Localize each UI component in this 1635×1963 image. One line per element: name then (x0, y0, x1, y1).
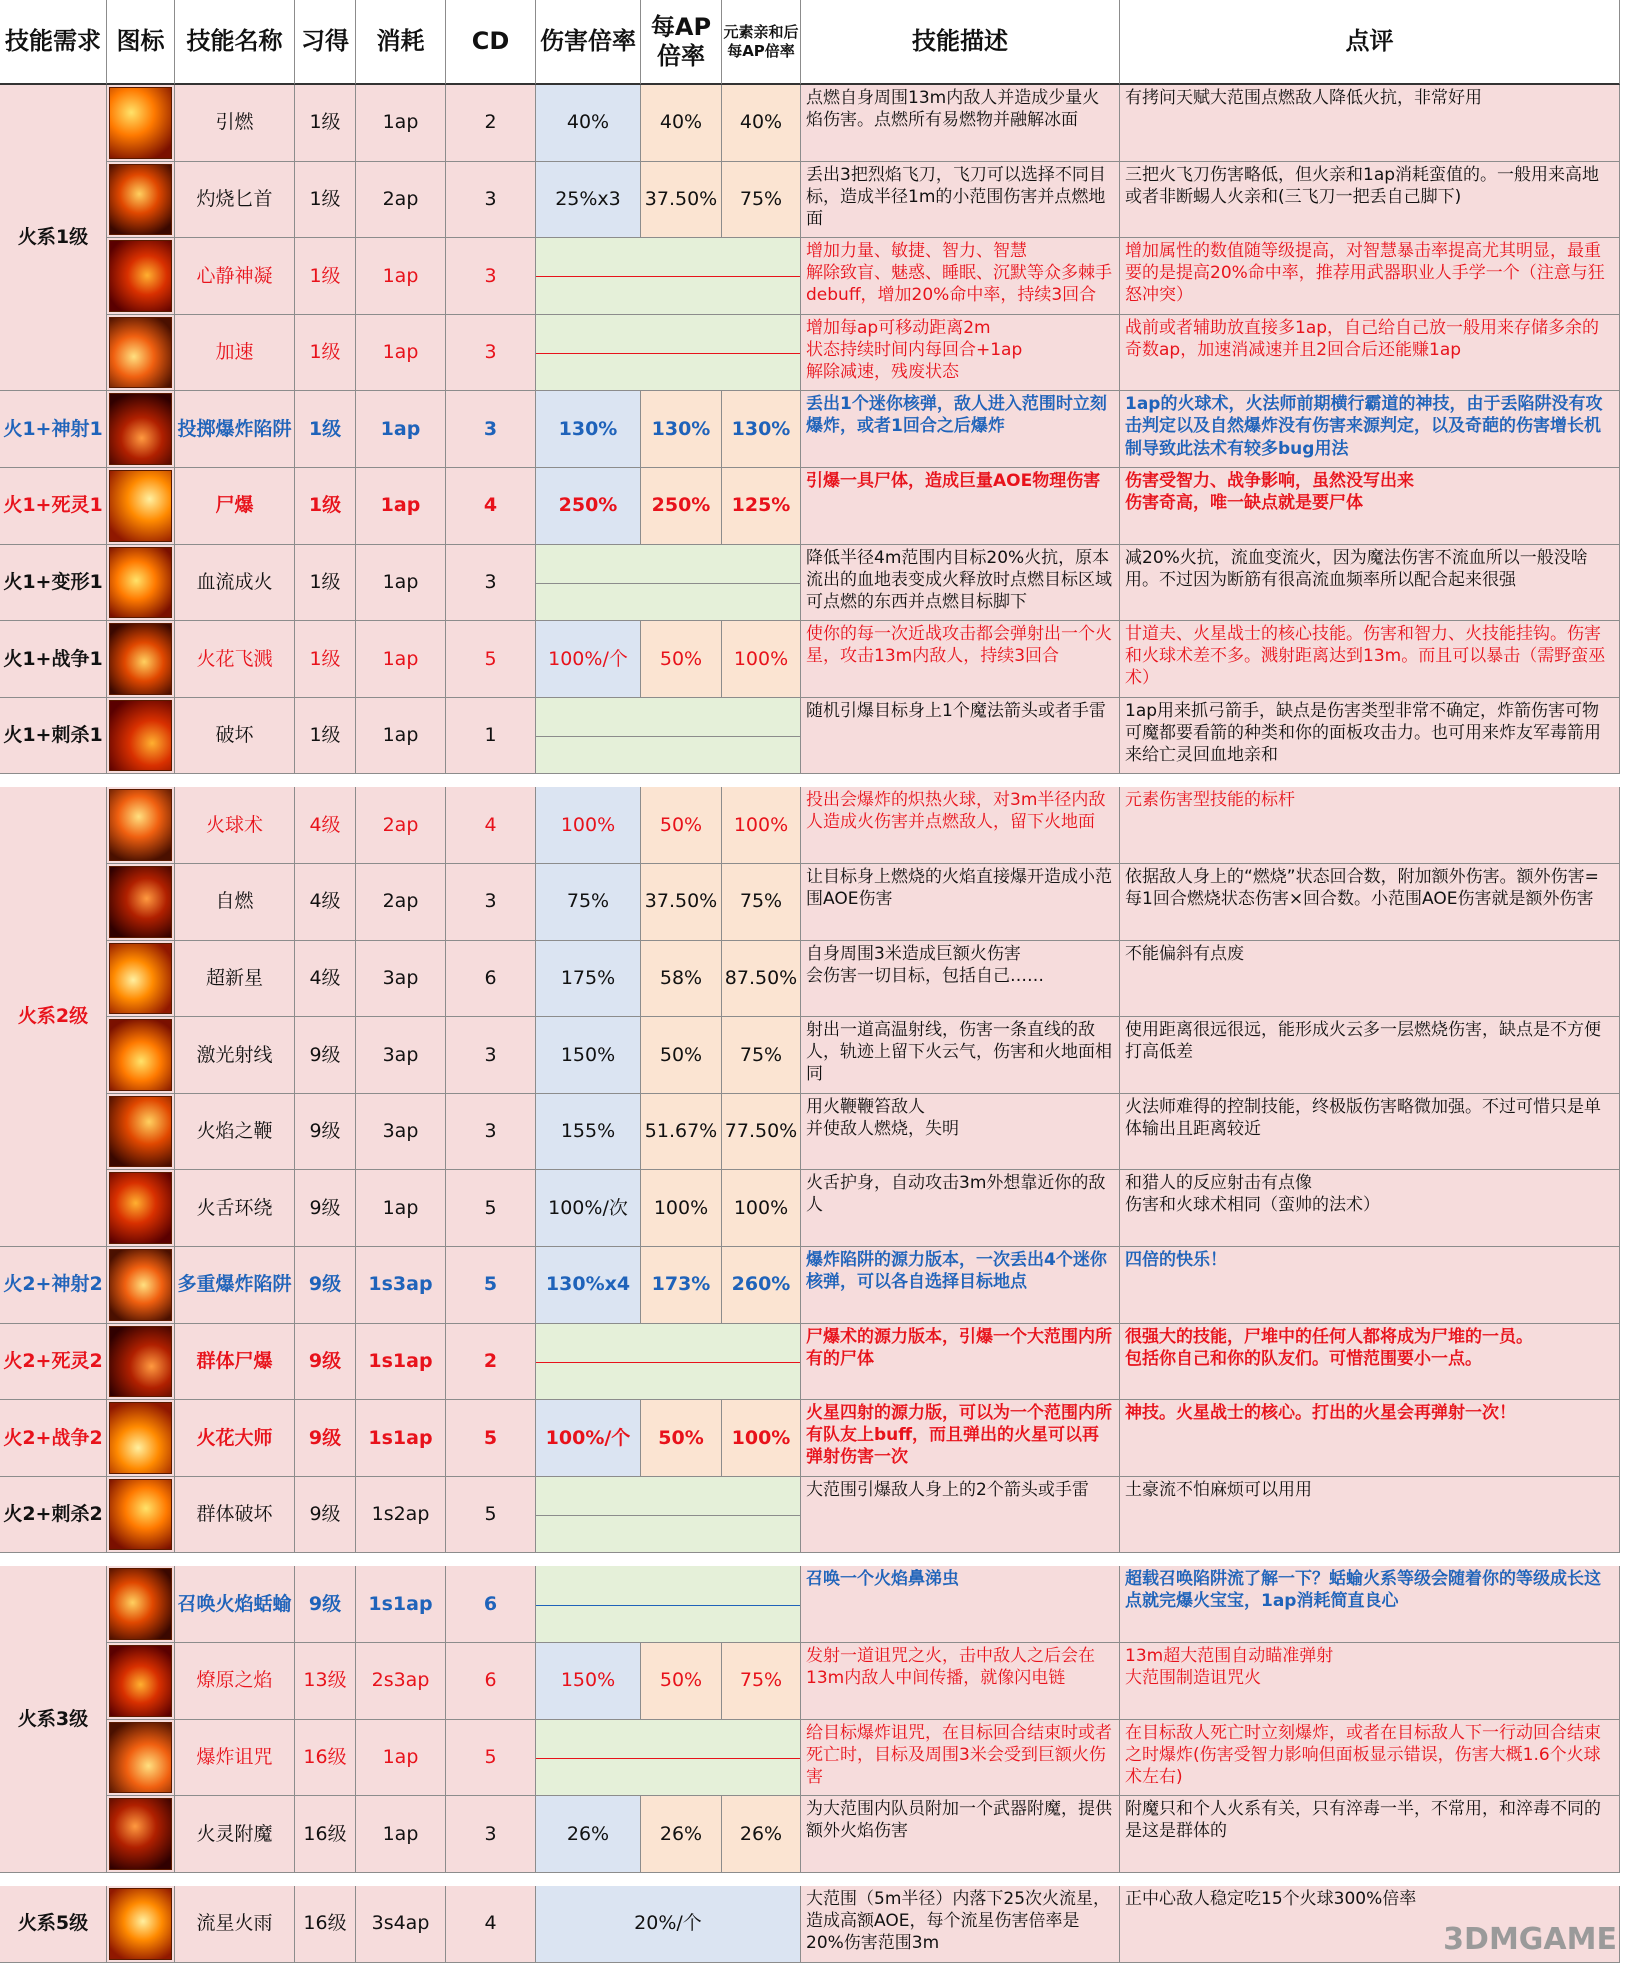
fire-brand-icon-art (109, 1798, 172, 1870)
skill-learn-level: 9级 (295, 1324, 356, 1401)
skill-elemental-ap-multiplier: 100% (722, 1400, 801, 1477)
skill-learn-level: 1级 (295, 238, 356, 315)
skill-elemental-ap-multiplier: 75% (722, 864, 801, 941)
skill-ap-multiplier: 58% (641, 941, 722, 1018)
skill-learn-level: 4级 (295, 864, 356, 941)
laser-ray-icon (107, 1017, 175, 1094)
skill-name: 爆炸诅咒 (175, 1720, 295, 1797)
skill-name: 自燃 (175, 864, 295, 941)
fire-ember-icon-art (109, 87, 172, 159)
skill-learn-level: 9级 (295, 1094, 356, 1171)
skill-cd: 5 (446, 1720, 536, 1797)
skill-review: 很强大的技能，尸堆中的任何人都将成为尸堆的一员。 包括你自己和你的队友们。可惜范围要小一点。 (1120, 1324, 1620, 1401)
divider-line (536, 1362, 800, 1363)
skill-damage-multiplier: 40% (536, 85, 641, 162)
spark-icon (107, 621, 175, 698)
skill-requirement: 火系5级 (0, 1886, 107, 1963)
skill-cost: 3ap (356, 1094, 446, 1171)
skill-ap-multiplier: 130% (641, 391, 722, 468)
skill-cd: 3 (446, 391, 536, 468)
skill-learn-level: 4级 (295, 941, 356, 1018)
skill-ap-multiplier: 50% (641, 787, 722, 864)
skill-review: 不能偏斜有点废 (1120, 941, 1620, 1018)
skill-requirement: 火1+神射1 (0, 391, 107, 468)
skill-description: 丢出3把烈焰飞刀，飞刀可以选择不同目标，造成半径1m的小范围伤害并点燃地面 (801, 162, 1120, 239)
skill-name: 引燃 (175, 85, 295, 162)
skill-requirement: 火1+死灵1 (0, 468, 107, 545)
skill-elemental-ap-multiplier: 75% (722, 1643, 801, 1720)
skill-review: 附魔只和个人火系有关，只有淬毒一半，不常用，和淬毒不同的是这是群体的 (1120, 1796, 1620, 1873)
skill-cd: 5 (446, 1477, 536, 1554)
skill-requirement: 火1+变形1 (0, 545, 107, 622)
skill-name: 尸爆 (175, 468, 295, 545)
burning-daggers-icon-art (109, 164, 172, 236)
multi-trap-icon (107, 1247, 175, 1324)
skill-review: 使用距离很远很远，能形成火云多一层燃烧伤害，缺点是不方便打高低差 (1120, 1017, 1620, 1094)
skill-cd: 3 (446, 1017, 536, 1094)
skill-review: 火法师难得的控制技能，终极版伤害略微加强。不过可惜只是单体输出且距离较近 (1120, 1094, 1620, 1171)
skill-description: 召唤一个火焰鼻涕虫 (801, 1566, 1120, 1643)
skill-cd: 6 (446, 1566, 536, 1643)
skill-elemental-ap-multiplier: 75% (722, 162, 801, 239)
skill-review: 增加属性的数值随等级提高，对智慧暴击率提高尤其明显，最重要的是提高20%命中率，推荐用武器职业人手学一个（注意与狂怒冲突） (1120, 238, 1620, 315)
skill-damage-multiplier: 100%/个 (536, 621, 641, 698)
skill-description: 大范围（5m半径）内落下25次火流星，造成高额AOE，每个流星伤害倍率是20%伤害范围3m (801, 1886, 1120, 1963)
skill-review: 13m超大范围自动瞄准弹射 大范围制造诅咒火 (1120, 1643, 1620, 1720)
divider-line (536, 736, 800, 737)
skill-description: 点燃自身周围13m内敌人并造成少量火焰伤害。点燃所有易燃物并融解冰面 (801, 85, 1120, 162)
multi-trap-icon-art (109, 1249, 172, 1321)
skill-learn-level: 16级 (295, 1886, 356, 1963)
skill-cd: 5 (446, 1170, 536, 1247)
skill-cost: 2s3ap (356, 1643, 446, 1720)
empty-multiplier (536, 1324, 801, 1401)
group-label: 火系3级 (0, 1566, 107, 1872)
header-cd: CD (446, 0, 536, 85)
burning-daggers-icon (107, 162, 175, 239)
skill-cd: 4 (446, 1886, 536, 1963)
skill-cost: 1ap (356, 391, 446, 468)
skill-description: 为大范围内队员附加一个武器附魔，提供额外火焰伤害 (801, 1796, 1120, 1873)
skill-ap-multiplier: 50% (641, 1643, 722, 1720)
fire-brand-icon (107, 1796, 175, 1873)
skill-cost: 1s2ap (356, 1477, 446, 1554)
skill-review: 四倍的快乐！ (1120, 1247, 1620, 1324)
skill-name: 火灵附魔 (175, 1796, 295, 1873)
skill-elemental-ap-multiplier: 125% (722, 468, 801, 545)
skill-cd: 3 (446, 864, 536, 941)
skill-review: 依据敌人身上的“燃烧”状态回合数，附加额外伤害。额外伤害=每1回合燃烧状态伤害×回合数。小范围AOE伤害就是额外伤害 (1120, 864, 1620, 941)
skill-review: 在目标敌人死亡时立刻爆炸，或者在目标敌人下一行动回合结束之时爆炸(伤害受智力影响但面板显示错误，伤害大概1.6个火球术左右) (1120, 1720, 1620, 1797)
skill-requirement: 火2+神射2 (0, 1247, 107, 1324)
skill-description: 给目标爆炸诅咒，在目标回合结束时或者死亡时，目标及周围3米会受到巨额火伤害 (801, 1720, 1120, 1797)
group-label: 火系2级 (0, 787, 107, 1247)
divider-line (536, 583, 800, 584)
calm-mind-icon-art (109, 240, 172, 312)
flaming-tongues-icon-art (109, 1172, 172, 1244)
skill-review: 元素伤害型技能的标杆 (1120, 787, 1620, 864)
skill-damage-multiplier: 20%/个 (536, 1886, 801, 1963)
meteor-shower-icon (107, 1886, 175, 1963)
mass-sabotage-icon (107, 1477, 175, 1554)
skill-description: 增加每ap可移动距离2m 状态持续时间内每回合+1ap 解除减速，残废状态 (801, 315, 1120, 392)
skill-description: 用火鞭鞭笞敌人 并使敌人燃烧，失明 (801, 1094, 1120, 1171)
self-immolation-icon (107, 864, 175, 941)
skill-damage-multiplier: 100% (536, 787, 641, 864)
skill-name: 血流成火 (175, 545, 295, 622)
skill-elemental-ap-multiplier: 40% (722, 85, 801, 162)
blood-fire-icon-art (109, 547, 172, 619)
skill-elemental-ap-multiplier: 26% (722, 1796, 801, 1873)
skill-elemental-ap-multiplier: 130% (722, 391, 801, 468)
header-name: 技能名称 (175, 0, 295, 85)
skill-name: 加速 (175, 315, 295, 392)
skill-description: 降低半径4m范围内目标20%火抗，原本流出的血地表变成火释放时点燃目标区域可点燃的东西并点燃目标脚下 (801, 545, 1120, 622)
skill-description: 射出一道高温射线，伤害一条直线的敌人，轨迹上留下火云气，伤害和火地面相同 (801, 1017, 1120, 1094)
mass-corpse-explosion-icon (107, 1324, 175, 1401)
skill-elemental-ap-multiplier: 100% (722, 1170, 801, 1247)
skill-requirement: 火2+死灵2 (0, 1324, 107, 1401)
skill-name: 投掷爆炸陷阱 (175, 391, 295, 468)
meteor-shower-icon-art (109, 1888, 172, 1960)
skill-name: 流星火雨 (175, 1886, 295, 1963)
skill-name: 火花大师 (175, 1400, 295, 1477)
skill-cd: 3 (446, 1796, 536, 1873)
skill-elemental-ap-multiplier: 100% (722, 787, 801, 864)
divider-line (536, 1515, 800, 1516)
skill-elemental-ap-multiplier: 75% (722, 1017, 801, 1094)
deploy-curse-icon (107, 1720, 175, 1797)
fire-slug-icon (107, 1566, 175, 1643)
skill-damage-multiplier: 100%/个 (536, 1400, 641, 1477)
skill-elemental-ap-multiplier: 260% (722, 1247, 801, 1324)
skill-cost: 3ap (356, 1017, 446, 1094)
skill-review: 正中心敌人稳定吃15个火球300%倍率 (1120, 1886, 1620, 1963)
deploy-curse-icon-art (109, 1722, 172, 1794)
skill-learn-level: 9级 (295, 1477, 356, 1554)
skill-damage-multiplier: 150% (536, 1017, 641, 1094)
fireball-icon-art (109, 789, 172, 861)
skill-review: 有拷问天赋大范围点燃敌人降低火抗，非常好用 (1120, 85, 1620, 162)
calm-mind-icon (107, 238, 175, 315)
skill-damage-multiplier: 155% (536, 1094, 641, 1171)
skill-review: 1ap用来抓弓箭手，缺点是伤害类型非常不确定，炸箭伤害可物可魔都要看箭的种类和你的面板攻击力。也可用来炸友军毒箭用来给亡灵回血地亲和 (1120, 698, 1620, 775)
skill-learn-level: 1级 (295, 468, 356, 545)
skill-name: 心静神凝 (175, 238, 295, 315)
skill-cd: 1 (446, 698, 536, 775)
skill-learn-level: 1级 (295, 391, 356, 468)
skill-learn-level: 16级 (295, 1796, 356, 1873)
skill-name: 群体尸爆 (175, 1324, 295, 1401)
supernova-icon (107, 941, 175, 1018)
group-label: 火系1级 (0, 85, 107, 391)
empty-multiplier (536, 1720, 801, 1797)
empty-multiplier (536, 315, 801, 392)
skill-cd: 5 (446, 1400, 536, 1477)
empty-multiplier (536, 698, 801, 775)
mass-corpse-explosion-icon-art (109, 1326, 172, 1398)
skill-description: 爆炸陷阱的源力版本，一次丢出4个迷你核弹，可以各自选择目标地点 (801, 1247, 1120, 1324)
fire-whip-icon-art (109, 1096, 172, 1168)
skill-cost: 2ap (356, 162, 446, 239)
skill-name: 多重爆炸陷阱 (175, 1247, 295, 1324)
mass-sabotage-icon-art (109, 1479, 172, 1551)
empty-multiplier (536, 1477, 801, 1554)
skill-elemental-ap-multiplier: 87.50% (722, 941, 801, 1018)
skill-description: 增加力量、敏捷、智力、智慧 解除致盲、魅惑、睡眠、沉默等众多棘手debuff，增加20%命中率，持续3回合 (801, 238, 1120, 315)
fireball-icon (107, 787, 175, 864)
skill-cd: 6 (446, 1643, 536, 1720)
skill-review: 伤害受智力、战争影响，虽然没写出来 伤害奇高，唯一缺点就是要尸体 (1120, 468, 1620, 545)
haste-icon (107, 315, 175, 392)
skill-name: 群体破坏 (175, 1477, 295, 1554)
skill-ap-multiplier: 51.67% (641, 1094, 722, 1171)
skill-damage-multiplier: 26% (536, 1796, 641, 1873)
skill-cost: 1ap (356, 1170, 446, 1247)
divider-line (536, 276, 800, 277)
skill-name: 燎原之焰 (175, 1643, 295, 1720)
skill-description: 发射一道诅咒之火，击中敌人之后会在13m内敌人中间传播，就像闪电链 (801, 1643, 1120, 1720)
skill-elemental-ap-multiplier: 100% (722, 621, 801, 698)
skill-learn-level: 1级 (295, 315, 356, 392)
header-req: 技能需求 (0, 0, 107, 85)
skill-cost: 1s3ap (356, 1247, 446, 1324)
skill-name: 激光射线 (175, 1017, 295, 1094)
skill-description: 尸爆术的源力版本，引爆一个大范围内所有的尸体 (801, 1324, 1120, 1401)
skill-cost: 1s1ap (356, 1324, 446, 1401)
skill-cd: 2 (446, 85, 536, 162)
skill-cost: 1ap (356, 238, 446, 315)
master-of-sparks-icon (107, 1400, 175, 1477)
spark-icon-art (109, 623, 172, 695)
skill-learn-level: 9级 (295, 1017, 356, 1094)
skill-cost: 2ap (356, 787, 446, 864)
skill-learn-level: 9级 (295, 1566, 356, 1643)
skill-name: 火球术 (175, 787, 295, 864)
supernova-icon-art (109, 943, 172, 1015)
header-ap: 每AP倍率 (641, 0, 722, 85)
skill-name: 火舌环绕 (175, 1170, 295, 1247)
skill-name: 火花飞溅 (175, 621, 295, 698)
skill-elemental-ap-multiplier: 77.50% (722, 1094, 801, 1171)
divider-line (536, 1758, 800, 1759)
skill-ap-multiplier: 37.50% (641, 864, 722, 941)
skill-review: 减20%火抗，流血变流火，因为魔法伤害不流血所以一般没啥用。不过因为断筋有很高流血频率所以配合起来很强 (1120, 545, 1620, 622)
skill-learn-level: 1级 (295, 85, 356, 162)
skill-cost: 1ap (356, 85, 446, 162)
skill-learn-level: 13级 (295, 1643, 356, 1720)
skill-review: 神技。火星战士的核心。打出的火星会再弹射一次！ (1120, 1400, 1620, 1477)
skill-name: 火焰之鞭 (175, 1094, 295, 1171)
skill-name: 召唤火焰蛞蝓 (175, 1566, 295, 1643)
divider-line (536, 353, 800, 354)
skill-ap-multiplier: 50% (641, 621, 722, 698)
skill-learn-level: 1级 (295, 162, 356, 239)
skill-review: 战前或者辅助放直接多1ap，自己给自己放一般用来存储多余的奇数ap，加速消减速并且2回合后还能赚1ap (1120, 315, 1620, 392)
skill-cost: 3ap (356, 941, 446, 1018)
skill-description: 自身周围3米造成巨额火伤害 会伤害一切目标，包括自己…… (801, 941, 1120, 1018)
divider-line (536, 1605, 800, 1606)
skill-cd: 3 (446, 545, 536, 622)
header-learn: 习得 (295, 0, 356, 85)
skill-learn-level: 1级 (295, 621, 356, 698)
skill-review: 三把火飞刀伤害略低，但火亲和1ap消耗蛮值的。一般用来高地或者非断蜴人火亲和(三飞刀一把丢自己脚下) (1120, 162, 1620, 239)
skill-cost: 1ap (356, 698, 446, 775)
skill-name: 破坏 (175, 698, 295, 775)
header-dmg: 伤害倍率 (536, 0, 641, 85)
skill-cd: 5 (446, 621, 536, 698)
skill-description: 火星四射的源力版，可以为一个范围内所有队友上buff，而且弹出的火星可以再弹射伤害一次 (801, 1400, 1120, 1477)
skill-ap-multiplier: 40% (641, 85, 722, 162)
skill-cost: 1ap (356, 545, 446, 622)
skill-learn-level: 1级 (295, 545, 356, 622)
laser-ray-icon-art (109, 1019, 172, 1091)
skill-cd: 3 (446, 315, 536, 392)
skill-learn-level: 1级 (295, 698, 356, 775)
skill-learn-level: 16级 (295, 1720, 356, 1797)
fire-slug-icon-art (109, 1568, 172, 1640)
skill-cd: 5 (446, 1247, 536, 1324)
watermark-logo: 3DMGAME (1443, 1922, 1617, 1957)
skill-damage-multiplier: 100%/次 (536, 1170, 641, 1247)
skill-description: 火舌护身，自动攻击3m外想靠近你的敌人 (801, 1170, 1120, 1247)
skill-cd: 3 (446, 1094, 536, 1171)
skill-review: 1ap的火球术，火法师前期横行霸道的神技，由于丢陷阱没有攻击判定以及自然爆炸没有伤害来源判定，以及奇葩的伤害增长机制导致此法术有较多bug用法 (1120, 391, 1620, 468)
self-immolation-icon-art (109, 866, 172, 938)
skill-description: 丢出1个迷你核弹，敌人进入范围时立刻爆炸，或者1回合之后爆炸 (801, 391, 1120, 468)
blood-fire-icon (107, 545, 175, 622)
skill-requirement: 火1+刺杀1 (0, 698, 107, 775)
skill-cost: 3s4ap (356, 1886, 446, 1963)
explosive-trap-icon-art (109, 393, 172, 465)
skill-learn-level: 9级 (295, 1247, 356, 1324)
skill-ap-multiplier: 26% (641, 1796, 722, 1873)
skill-ap-multiplier: 250% (641, 468, 722, 545)
skill-ap-multiplier: 173% (641, 1247, 722, 1324)
header-elem: 元素亲和后每AP倍率 (722, 0, 801, 85)
skill-cd: 2 (446, 1324, 536, 1401)
page-margin (1620, 0, 1635, 1963)
skill-damage-multiplier: 75% (536, 864, 641, 941)
skill-cost: 1ap (356, 621, 446, 698)
skill-damage-multiplier: 250% (536, 468, 641, 545)
skill-damage-multiplier: 25%x3 (536, 162, 641, 239)
haste-icon-art (109, 317, 172, 389)
skill-ap-multiplier: 100% (641, 1170, 722, 1247)
empty-multiplier (536, 1566, 801, 1643)
skill-cd: 6 (446, 941, 536, 1018)
skill-learn-level: 4级 (295, 787, 356, 864)
fire-whip-icon (107, 1094, 175, 1171)
skill-cost: 1s1ap (356, 1566, 446, 1643)
skill-cost: 2ap (356, 864, 446, 941)
skill-damage-multiplier: 130% (536, 391, 641, 468)
skill-cost: 1s1ap (356, 1400, 446, 1477)
empty-multiplier (536, 545, 801, 622)
skill-damage-multiplier: 150% (536, 1643, 641, 1720)
skill-description: 使你的每一次近战攻击都会弹射出一个火星，攻击13m内敌人，持续3回合 (801, 621, 1120, 698)
skill-ap-multiplier: 37.50% (641, 162, 722, 239)
fire-ember-icon (107, 85, 175, 162)
empty-multiplier (536, 238, 801, 315)
skill-review: 和猎人的反应射击有点像 伤害和火球术相同（蛮帅的法术） (1120, 1170, 1620, 1247)
skill-cd: 3 (446, 238, 536, 315)
skill-review: 超载召唤陷阱流了解一下？蛞蝓火系等级会随着你的等级成长这点就完爆火宝宝，1ap消耗简直良心 (1120, 1566, 1620, 1643)
epidemic-of-fire-icon-art (109, 1645, 172, 1717)
skill-cost: 1ap (356, 1720, 446, 1797)
explosive-trap-icon (107, 391, 175, 468)
skill-description: 随机引爆目标身上1个魔法箭头或者手雷 (801, 698, 1120, 775)
skill-name: 灼烧匕首 (175, 162, 295, 239)
skill-cd: 4 (446, 787, 536, 864)
sabotage-icon-art (109, 700, 172, 772)
corpse-explosion-icon-art (109, 470, 172, 542)
flaming-tongues-icon (107, 1170, 175, 1247)
skill-requirement: 火2+刺杀2 (0, 1477, 107, 1554)
skill-description: 投出会爆炸的炽热火球，对3m半径内敌人造成火伤害并点燃敌人，留下火地面 (801, 787, 1120, 864)
skill-cd: 4 (446, 468, 536, 545)
skill-requirement: 火1+战争1 (0, 621, 107, 698)
sabotage-icon (107, 698, 175, 775)
epidemic-of-fire-icon (107, 1643, 175, 1720)
header-icon: 图标 (107, 0, 175, 85)
skill-description: 让目标身上燃烧的火焰直接爆开造成小范围AOE伤害 (801, 864, 1120, 941)
master-of-sparks-icon-art (109, 1402, 172, 1474)
skill-ap-multiplier: 50% (641, 1017, 722, 1094)
skill-damage-multiplier: 130%x4 (536, 1247, 641, 1324)
skill-cost: 1ap (356, 468, 446, 545)
skill-description: 大范围引爆敌人身上的2个箭头或手雷 (801, 1477, 1120, 1554)
skill-name: 超新星 (175, 941, 295, 1018)
corpse-explosion-icon (107, 468, 175, 545)
skill-cost: 1ap (356, 315, 446, 392)
header-desc: 技能描述 (801, 0, 1120, 85)
header-cost: 消耗 (356, 0, 446, 85)
skill-learn-level: 9级 (295, 1400, 356, 1477)
skill-review: 甘道夫、火星战士的核心技能。伤害和智力、火技能挂钩。伤害和火球术差不多。溅射距离达到13m。而且可以暴击（需野蛮巫术） (1120, 621, 1620, 698)
skill-cd: 3 (446, 162, 536, 239)
skill-damage-multiplier: 175% (536, 941, 641, 1018)
header-review: 点评 (1120, 0, 1620, 85)
skill-learn-level: 9级 (295, 1170, 356, 1247)
skill-requirement: 火2+战争2 (0, 1400, 107, 1477)
skill-review: 土豪流不怕麻烦可以用用 (1120, 1477, 1620, 1554)
skill-cost: 1ap (356, 1796, 446, 1873)
skill-ap-multiplier: 50% (641, 1400, 722, 1477)
skill-description: 引爆一具尸体，造成巨量AOE物理伤害 (801, 468, 1120, 545)
